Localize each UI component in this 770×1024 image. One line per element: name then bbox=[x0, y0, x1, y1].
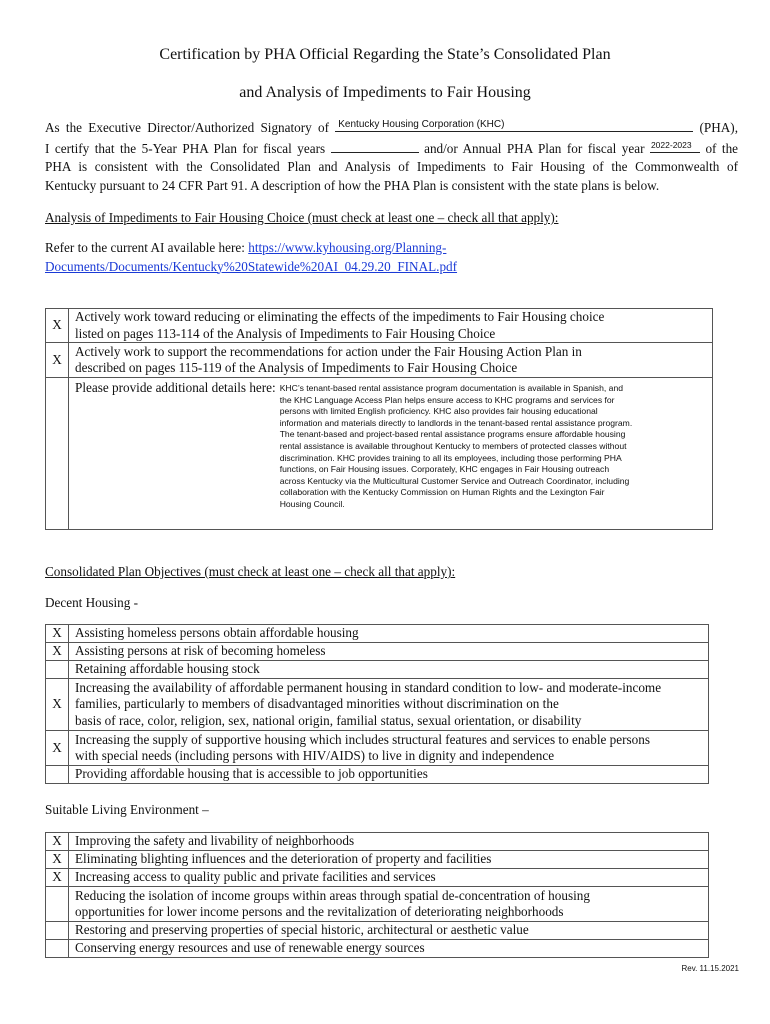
ai-details-line: Housing Council. bbox=[279, 498, 345, 509]
ai-details-line: KHC’s tenant-based rental assistance program documentation is available in Spanish, and bbox=[279, 383, 624, 393]
suitable-row-6-checkbox[interactable] bbox=[46, 940, 69, 958]
ai-row bbox=[46, 309, 713, 343]
ai-row bbox=[46, 343, 713, 378]
ai-details-line: functions, on Fair Housing issues. Corporately, KHC engages in Fair Housing outreach bbox=[279, 464, 610, 475]
suitable-row-5-checkbox[interactable] bbox=[46, 922, 69, 940]
table-row bbox=[46, 731, 709, 766]
ai-row-2-line-1: Actively work to support the recommendations for action under the Fair Housing Action Plan in bbox=[75, 343, 582, 359]
decent-row-4-line-1: Increasing the availability of affordable permanent housing in standard condition to low- and moderate-income bbox=[75, 679, 662, 695]
decent-housing-label: Decent Housing - bbox=[45, 595, 139, 610]
table-row bbox=[46, 940, 709, 958]
table-row bbox=[46, 833, 709, 851]
document-title-line-1: Certification by PHA Official Regarding the State’s Consolidated Plan bbox=[159, 46, 611, 63]
cert-text-b: (PHA), bbox=[699, 120, 738, 135]
ai-details-line: the KHC Language Access Plan helps ensure access to KHC programs and services for bbox=[279, 394, 615, 405]
ai-document-link-line-1[interactable]: https://www.kyhousing.org/Planning- bbox=[248, 240, 447, 255]
table-row bbox=[46, 887, 709, 922]
ai-row-2-checkbox[interactable]: X bbox=[46, 343, 69, 378]
cert-text-g: Kentucky pursuant to 24 CFR Part 91. A description of how the PHA Plan is consistent with the state plans is below. bbox=[45, 177, 660, 193]
ai-row-1-checkbox[interactable]: X bbox=[46, 309, 69, 343]
decent-row-4-line-2: families, particularly to members of disadvantaged minorities without discrimination on the bbox=[75, 696, 559, 712]
document-title-line-2: and Analysis of Impediments to Fair Housing bbox=[239, 84, 531, 101]
ai-reference bbox=[45, 239, 738, 276]
ai-section-heading: Analysis of Impediments to Fair Housing Choice (must check at least one – check all that apply): bbox=[45, 210, 559, 225]
decent-row-1-text: Assisting homeless persons obtain affordable housing bbox=[69, 625, 709, 643]
certification-paragraph bbox=[45, 117, 738, 195]
suitable-row-2-checkbox[interactable]: X bbox=[46, 851, 69, 869]
table-row bbox=[46, 679, 709, 731]
ai-row-2-text bbox=[69, 343, 713, 378]
ai-row-1-line-2: listed on pages 113-114 of the Analysis of Impediments to Fair Housing Choice bbox=[75, 325, 496, 341]
table-row bbox=[46, 625, 709, 643]
ai-details-line: information and materials directly to landlords in the tenant-based rental assistance program. bbox=[279, 417, 633, 428]
pha-name-value: Kentucky Housing Corporation (KHC) bbox=[338, 119, 505, 130]
suitable-row-2-text: Eliminating blighting influences and the deterioration of property and facilities bbox=[69, 851, 709, 869]
ai-checklist-table bbox=[45, 308, 713, 530]
decent-row-5-line-1: Increasing the supply of supportive housing which includes structural features and services to enable persons bbox=[75, 731, 650, 747]
table-row bbox=[46, 661, 709, 679]
cert-text-a: As the Executive Director/Authorized Signatory of bbox=[45, 120, 329, 135]
suitable-row-1-checkbox[interactable]: X bbox=[46, 833, 69, 851]
annual-fiscal-year-field[interactable] bbox=[650, 138, 700, 153]
pha-name-field[interactable] bbox=[335, 117, 693, 132]
ai-details-wrapper bbox=[75, 380, 712, 511]
ai-details-line: collaboration with the Kentucky Commission on Human Rights and the Lexington Fair bbox=[279, 487, 605, 498]
decent-row-6-text: Providing affordable housing that is accessible to job opportunities bbox=[69, 766, 709, 784]
five-year-fiscal-years-field[interactable] bbox=[331, 138, 419, 153]
ai-details-spacer bbox=[46, 378, 69, 530]
cert-text-e: of the bbox=[705, 140, 739, 156]
ai-details-line: discrimination. KHC provides training to all its employees, including those performing PHA bbox=[279, 452, 622, 463]
suitable-living-label: Suitable Living Environment – bbox=[45, 802, 209, 817]
revision-date: Rev. 11.15.2021 bbox=[681, 964, 739, 973]
suitable-row-6-text: Conserving energy resources and use of renewable energy sources bbox=[69, 940, 709, 958]
ai-row-2-line-2: described on pages 115-119 of the Analysis of Impediments to Fair Housing Choice bbox=[75, 360, 518, 375]
suitable-living-table bbox=[45, 832, 709, 958]
ai-row-1-line-1: Actively work toward reducing or eliminating the effects of the impediments to Fair Housing choice bbox=[75, 309, 605, 324]
decent-housing-table bbox=[45, 624, 709, 784]
decent-row-4-text bbox=[69, 679, 709, 731]
decent-row-4-line-3: basis of race, color, religion, sex, national origin, familial status, sexual orientation, or disability bbox=[75, 712, 582, 728]
ai-details-row bbox=[46, 378, 713, 530]
decent-row-1-checkbox[interactable]: X bbox=[46, 625, 69, 643]
consolidated-plan-heading: Consolidated Plan Objectives (must check at least one – check all that apply): bbox=[45, 564, 456, 579]
table-row bbox=[46, 643, 709, 661]
decent-row-6-checkbox[interactable] bbox=[46, 766, 69, 784]
table-row bbox=[46, 851, 709, 869]
ai-details-label: Please provide additional details here: bbox=[75, 380, 276, 395]
table-row bbox=[46, 869, 709, 887]
cert-text-f: PHA is consistent with the Consolidated Plan and Analysis of Impediments to Fair Housing of the Commonwealth of bbox=[45, 159, 738, 174]
ai-row-1-text bbox=[69, 309, 713, 343]
suitable-row-1-text: Improving the safety and livability of neighborhoods bbox=[69, 833, 709, 851]
cert-text-c: I certify that the 5-Year PHA Plan for fiscal years bbox=[45, 140, 326, 156]
suitable-row-5-text: Restoring and preserving properties of special historic, architectural or aesthetic value bbox=[69, 922, 709, 940]
ai-details-line: rental assistance is available throughout Kentucky to members of protected classes without bbox=[279, 440, 627, 451]
decent-row-2-text: Assisting persons at risk of becoming homeless bbox=[69, 643, 709, 661]
suitable-row-4-line-1: Reducing the isolation of income groups within areas through spatial de-concentration of housing bbox=[75, 887, 590, 903]
ai-details-cell bbox=[69, 378, 713, 530]
ai-details-line: across Kentucky via the Multicultural Customer Service and Outreach Coordinator, including bbox=[279, 475, 630, 486]
suitable-row-3-text: Increasing access to quality public and private facilities and services bbox=[69, 869, 709, 887]
ai-details-line: The tenant-based and project-based rental assistance programs ensure affordable housing bbox=[279, 429, 626, 440]
cert-text-d: and/or Annual PHA Plan for fiscal year bbox=[424, 140, 645, 156]
suitable-row-4-text bbox=[69, 887, 709, 922]
decent-row-5-text bbox=[69, 731, 709, 766]
table-row bbox=[46, 922, 709, 940]
suitable-row-3-checkbox[interactable]: X bbox=[46, 869, 69, 887]
ai-details-textarea[interactable] bbox=[276, 380, 633, 511]
ai-details-line: persons with limited English proficiency. KHC also provides fair housing educational bbox=[279, 406, 598, 417]
decent-row-5-line-2: with special needs (including persons with HIV/AIDS) to live in dignity and independence bbox=[75, 748, 555, 763]
ai-refer-text: Refer to the current AI available here: bbox=[45, 240, 245, 255]
decent-row-4-checkbox[interactable]: X bbox=[46, 679, 69, 731]
annual-fiscal-year-value: 2022-2023 bbox=[650, 139, 692, 150]
decent-row-3-checkbox[interactable] bbox=[46, 661, 69, 679]
table-row bbox=[46, 766, 709, 784]
decent-row-3-text: Retaining affordable housing stock bbox=[69, 661, 709, 679]
decent-row-2-checkbox[interactable]: X bbox=[46, 643, 69, 661]
suitable-row-4-checkbox[interactable] bbox=[46, 887, 69, 922]
ai-document-link-line-2[interactable]: Documents/Documents/Kentucky%20Statewide%20AI_04.29.20_FINAL.pdf bbox=[45, 258, 458, 274]
suitable-row-4-line-2: opportunities for lower income persons and the revitalization of deteriorating neighborhoods bbox=[75, 904, 564, 919]
decent-row-5-checkbox[interactable]: X bbox=[46, 731, 69, 766]
